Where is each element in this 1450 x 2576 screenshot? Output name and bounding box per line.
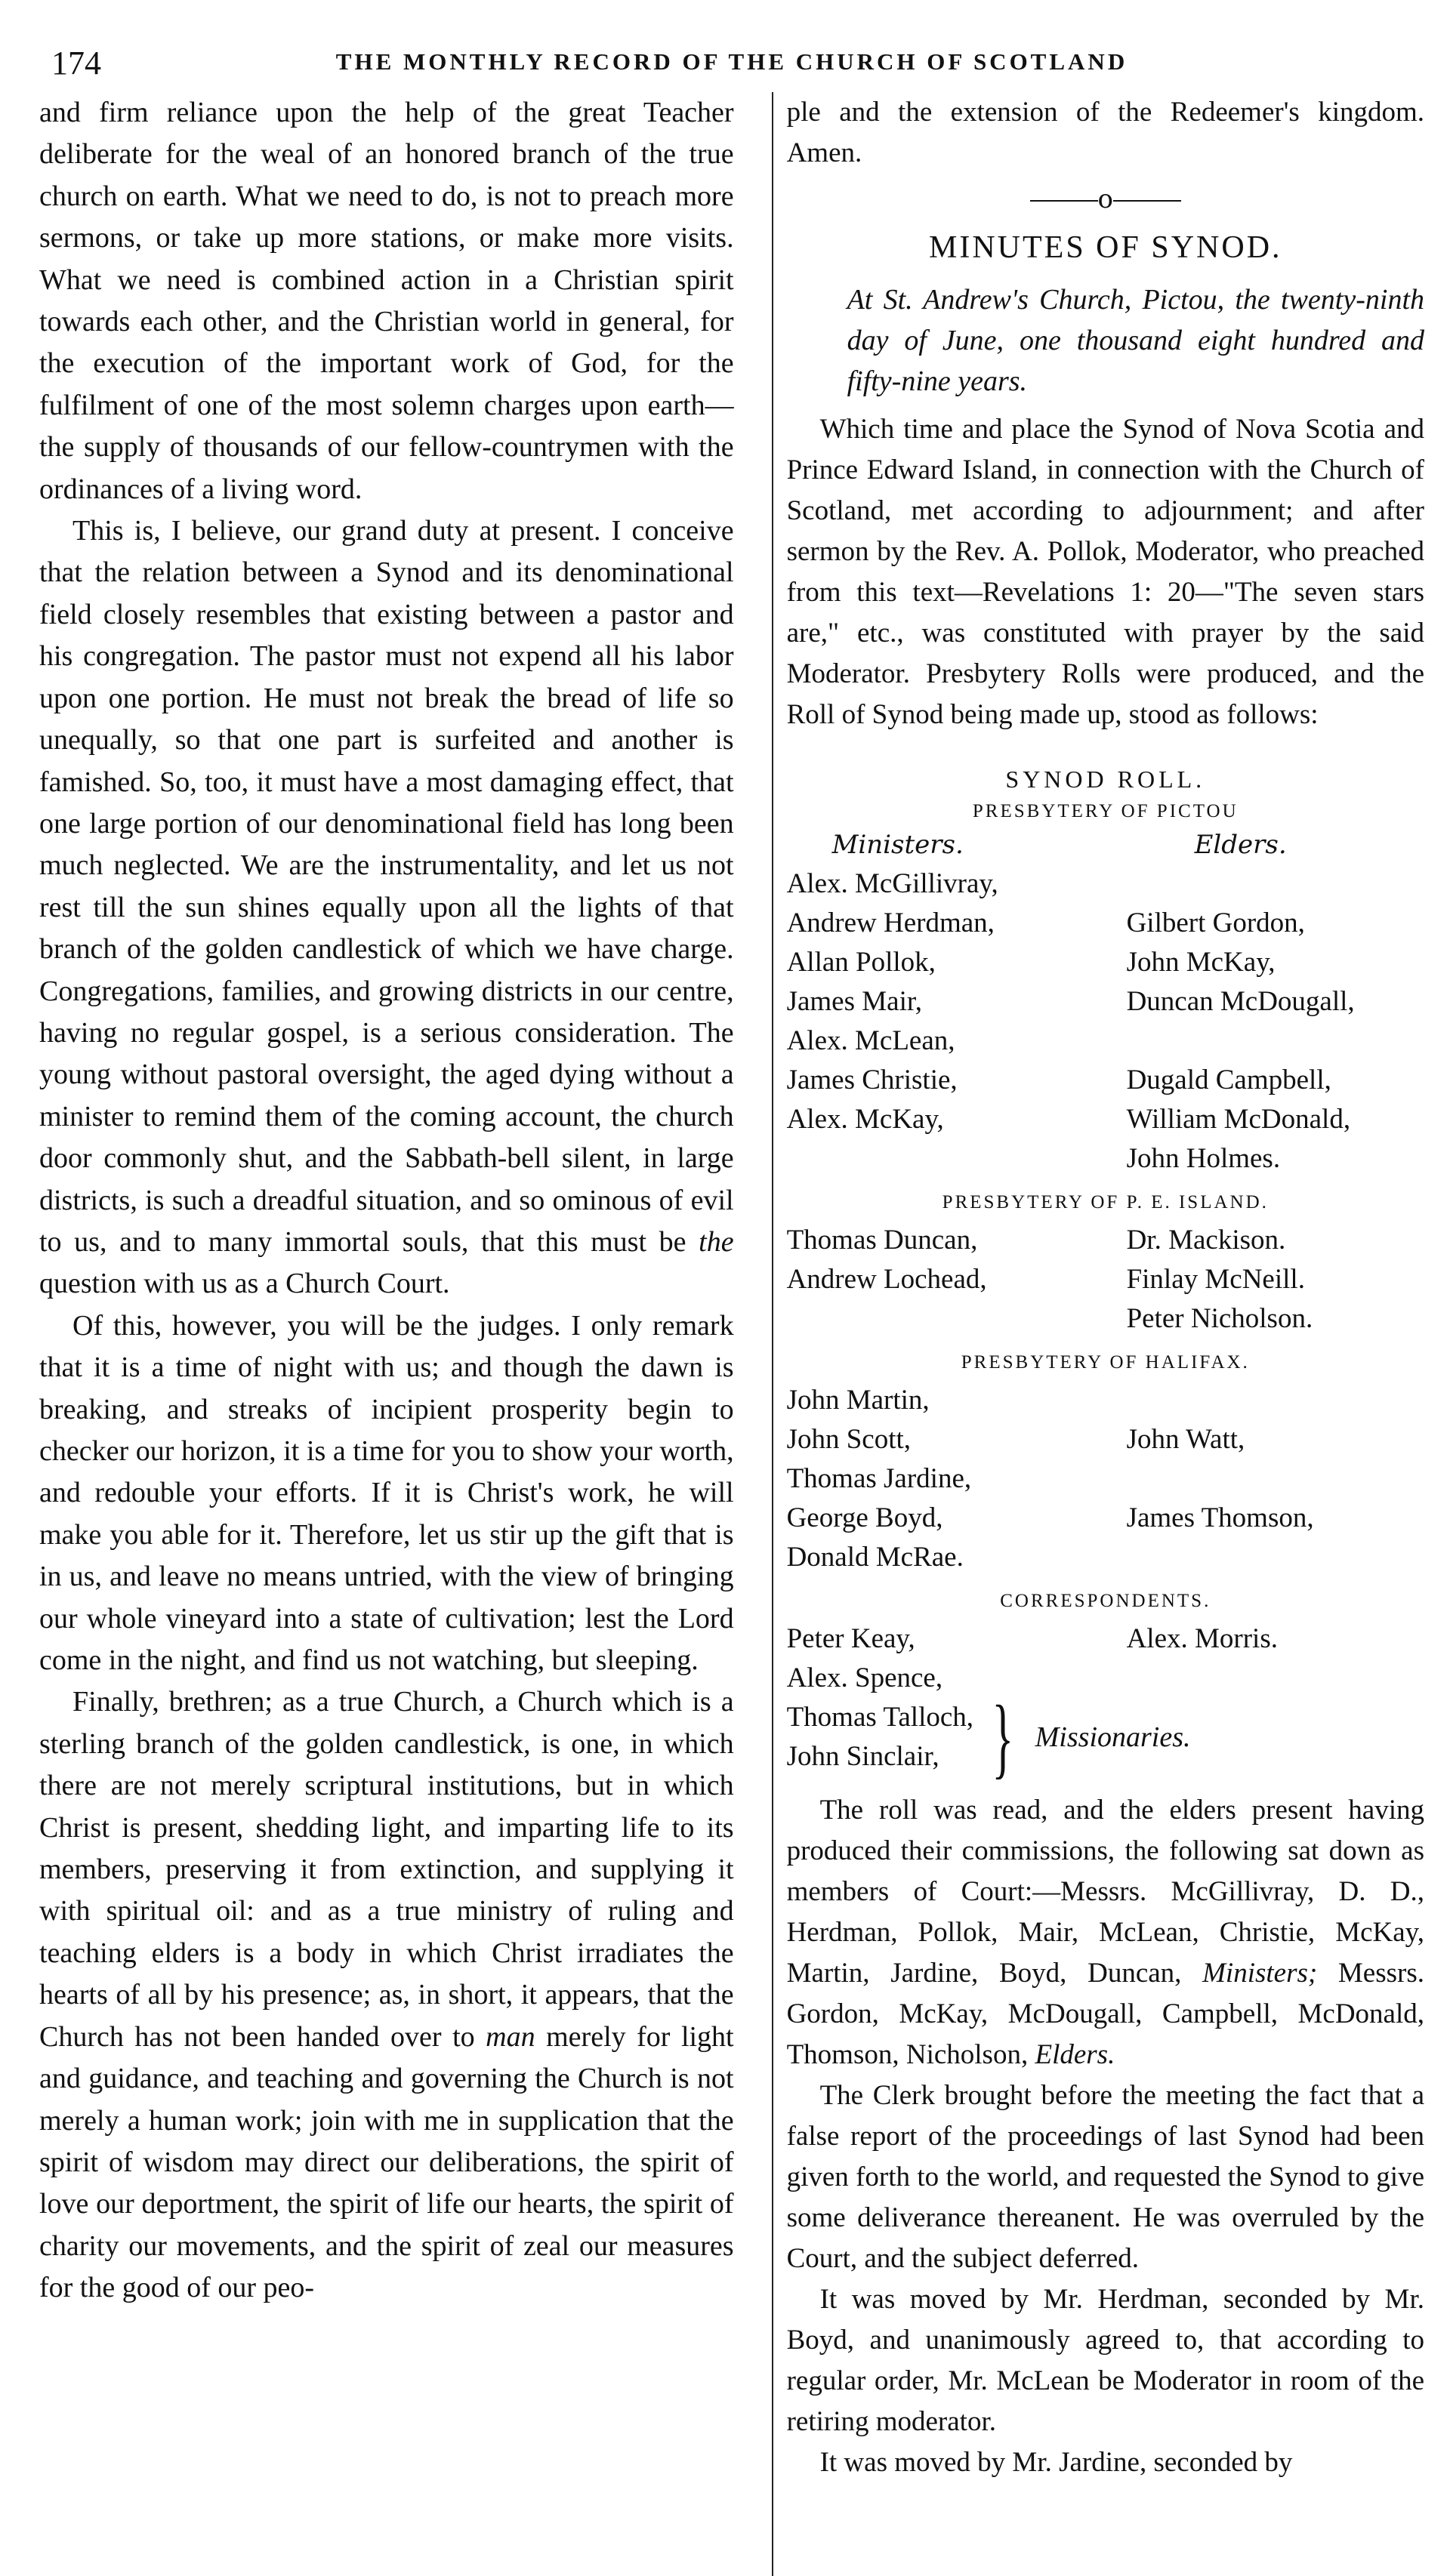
elder-name: James Thomson, [1126,1502,1314,1533]
elder-name: John Holmes. [1126,1143,1281,1174]
minister-name: James Christie, [786,1065,958,1095]
minister-name: Allan Pollok, [786,947,936,978]
roll-table-halifax [787,1381,1424,1577]
roll-table-correspondents [787,1619,1424,1698]
paragraph [787,1790,1424,2075]
elder-name [1127,1538,1424,1577]
minister-name: Alex. McLean, [786,1025,955,1056]
ornament-line [1113,200,1181,202]
spacer [787,1776,1424,1790]
missionary-name: Thomas Talloch, [786,1702,974,1733]
roll-table-pei [787,1221,1424,1339]
minister-name [787,1299,1127,1339]
minister-name: Alex. McGillivray, [786,868,998,899]
correspondent-name: Alex. Spence, [786,1662,943,1693]
paragraph: and firm reliance upon the help of the great Teacher deliberate for the weal of an honored branch of the true church on earth. What we need to do, is not to preach more sermons, or take up more stations, or make more visits. What we need is combined action in a Christian spirit towards each other, and the Christian world in general, for the execution of the important work of God, for the fulfilment of one of the most solemn charges upon earth—the supply of thousands of our fellow-countrymen with the ordinances of a living word. [39,97,734,505]
paragraph: Of this, however, you will be the judges. I only remark that it is a time of night with us; and though the dawn is breaking, and streaks of incipient prosperity begin to checker our horizon, it is a time for you to show your worth, and redouble your efforts. If it is Christ's work, he will make you able for it. Therefore, let us stir up the gift that is in us, and leave no means untried, with the view of bringing our whole vineyard into a state of cultivation; lest the Lord come in the night, and find us not watching, but sleeping. [39,1309,734,1677]
paragraph: It was moved by Mr. Herdman, seconded by Mr. Boyd, and unanimously agreed to, that according to regular order, Mr. McLean be Moderator in room of the retiring moderator. [786,2284,1424,2437]
empty-cell [1127,1659,1424,1698]
minister-name: James Mair, [786,986,922,1017]
ornament-mark: o [1097,184,1114,214]
right-column [787,92,1424,2483]
roll-table-pictou [787,864,1424,1179]
page-header [39,44,1424,88]
minister-name: John Scott, [786,1424,912,1455]
text: Messrs. Gordon, McKay, McDougall, Campbell, McDonald, Thomson, Nicholson, [786,1958,1424,2070]
synod-roll-title: SYNOD ROLL. [1005,766,1206,793]
minister-name: Andrew Lochead, [786,1264,987,1295]
presbytery-heading: PRESBYTERY OF HALIFAX. [961,1352,1250,1373]
minister-name: Alex. McKay, [786,1104,944,1135]
minister-name: Andrew Herdman, [786,907,995,938]
paragraph: The Clerk brought before the meeting the fact that a false report of the proceedings of last Synod had been given forth to the world, and requested the Synod to give some deliverance thereanent. He was overruled by the Court, and the subject deferred. [786,2080,1424,2274]
elder-name [1127,864,1424,904]
missionary-names [787,1698,973,1776]
text: This is, I believe, our grand duty at present. I conceive that the relation between a Synod and its denominational field closely resembles that existing between a pastor and his congregation. The pastor must not expend all his labor upon one portion. He must not break the bread of life so unequally, so that one part is surfeited and another is famished. So, too, it must have a most damaging effect, that one large portion of our denominational field has long been much neglected. We are the instrumentality, and let us not rest till the sun shines equally upon all the lights of that branch of the golden candlestick of which we have charge. Congregations, families, and growing districts in our centre, having no regular gospel, is a serious consideration. The young without pastoral oversight, the aged dying without a minister to remind them of the coming account, the church door commonly shut, and the Sabbath-bell silent, in large districts, is such a dreadful situation, and so ominous of evil to us, and to many immortal souls, that this must be [39,515,734,1258]
text: The roll was read, and the elders present having produced their commissions, the following sat down as members of Court:—Messrs. McGillivray, D. D., Herdman, Pollok, Mair, McLean, Christie, McKay, Martin, Jardine, Boyd, Duncan, [786,1795,1424,1989]
missionary-name: John Sinclair, [786,1741,939,1772]
paragraph: Which time and place the Synod of Nova Scotia and Prince Edward Island, in connection with the Church of Scotland, met according to adjournment; and after sermon by the Rev. A. Pollok, Moderator, who preached from this text—Revelations 1: 20—"The seven stars are," etc., was constituted with prayer by the said Moderator. Presbytery Rolls were produced, and the Roll of Synod being made up, stood as follows: [786,414,1424,730]
minister-name: George Boyd, [786,1502,943,1533]
dateline: At St. Andrew's Church, Pictou, the twenty-ninth day of June, one thousand eight hundred and fifty-nine years. [847,284,1424,397]
presbytery-heading: PRESBYTERY OF P. E. ISLAND. [942,1192,1269,1213]
minister-name [787,1139,1127,1179]
section-title: MINUTES OF SYNOD. [929,230,1282,265]
column-rule [772,92,773,2576]
missionaries-group [786,1687,1424,1787]
elder-name: Finlay McNeill. [1126,1264,1305,1295]
brace-mark: } [992,1687,1014,1787]
minister-name: John Martin, [786,1385,930,1416]
paragraph: ple and the extension of the Redeemer's kingdom. Amen. [786,97,1424,168]
ornament-line [1030,200,1098,202]
elder-name: Gilbert Gordon, [1126,907,1305,938]
left-column [39,92,757,2483]
elder-name: Alex. Morris. [1126,1623,1278,1654]
presbytery-heading: PRESBYTERY OF PICTOU [972,801,1239,821]
elder-name: Dugald Campbell, [1126,1065,1331,1095]
correspondent-name: Peter Keay, [786,1623,915,1654]
elders-heading: Elders. [1194,830,1287,860]
elder-name: Duncan McDougall, [1126,986,1355,1017]
emphasis: Elders. [1035,2039,1115,2070]
elder-name: John Watt, [1126,1424,1245,1455]
elder-name: Dr. Mackison. [1126,1225,1286,1256]
columns [39,92,1424,2483]
emphasis: the [699,1225,734,1258]
elder-name: Peter Nicholson. [1126,1303,1313,1334]
emphasis: Ministers; [1202,1958,1318,1989]
elder-name: William McDonald, [1126,1104,1351,1135]
paragraph [39,510,734,1305]
elder-name [1127,1021,1424,1061]
paragraph [39,1681,734,2309]
emphasis: man [486,2020,535,2053]
minister-name: Donald McRae. [786,1542,964,1573]
text: Finally, brethren; as a true Church, a Church which is a sterling branch of the golden candlestick, is one, in which there are not merely scriptural institutions, but in which Christ is present, shedding light, and imparting life to its members, preserving it from extinction, and supplying it with spiritual oil: and as a true ministry of ruling and teaching elders is a body in which Christ irradiates the hearts of all by his presence; as, in short, it appears, that the Church has not been handed over to [39,1686,734,2053]
text: merely for light and guidance, and teaching and governing the Church is not merely a human work; join with me in supplication that the spirit of wisdom may direct our deliberations, the spirit of love our deportment, the spirit of life our hearts, the spirit of charity our movements, and the spirit of zeal our measures for the good of our peo- [39,2020,734,2304]
elder-name [1127,1381,1424,1420]
minister-name: Thomas Jardine, [786,1463,972,1494]
missionaries-label: Missionaries. [1035,1721,1191,1753]
page-number: 174 [51,45,101,82]
text: question with us as a Church Court. [39,1268,450,1300]
minister-name: Thomas Duncan, [786,1225,978,1256]
paragraph: It was moved by Mr. Jardine, seconded by [819,2447,1293,2478]
ministers-heading: Ministers. [831,830,964,860]
correspondents-heading: CORRESPONDENTS. [1000,1591,1211,1611]
running-title: THE MONTHLY RECORD OF THE CHURCH OF SCOTLAND [335,48,1128,75]
section-ornament [787,184,1424,214]
roll-column-headings [787,830,1424,860]
elder-name: John McKay, [1126,947,1276,978]
elder-name [1127,1459,1424,1499]
